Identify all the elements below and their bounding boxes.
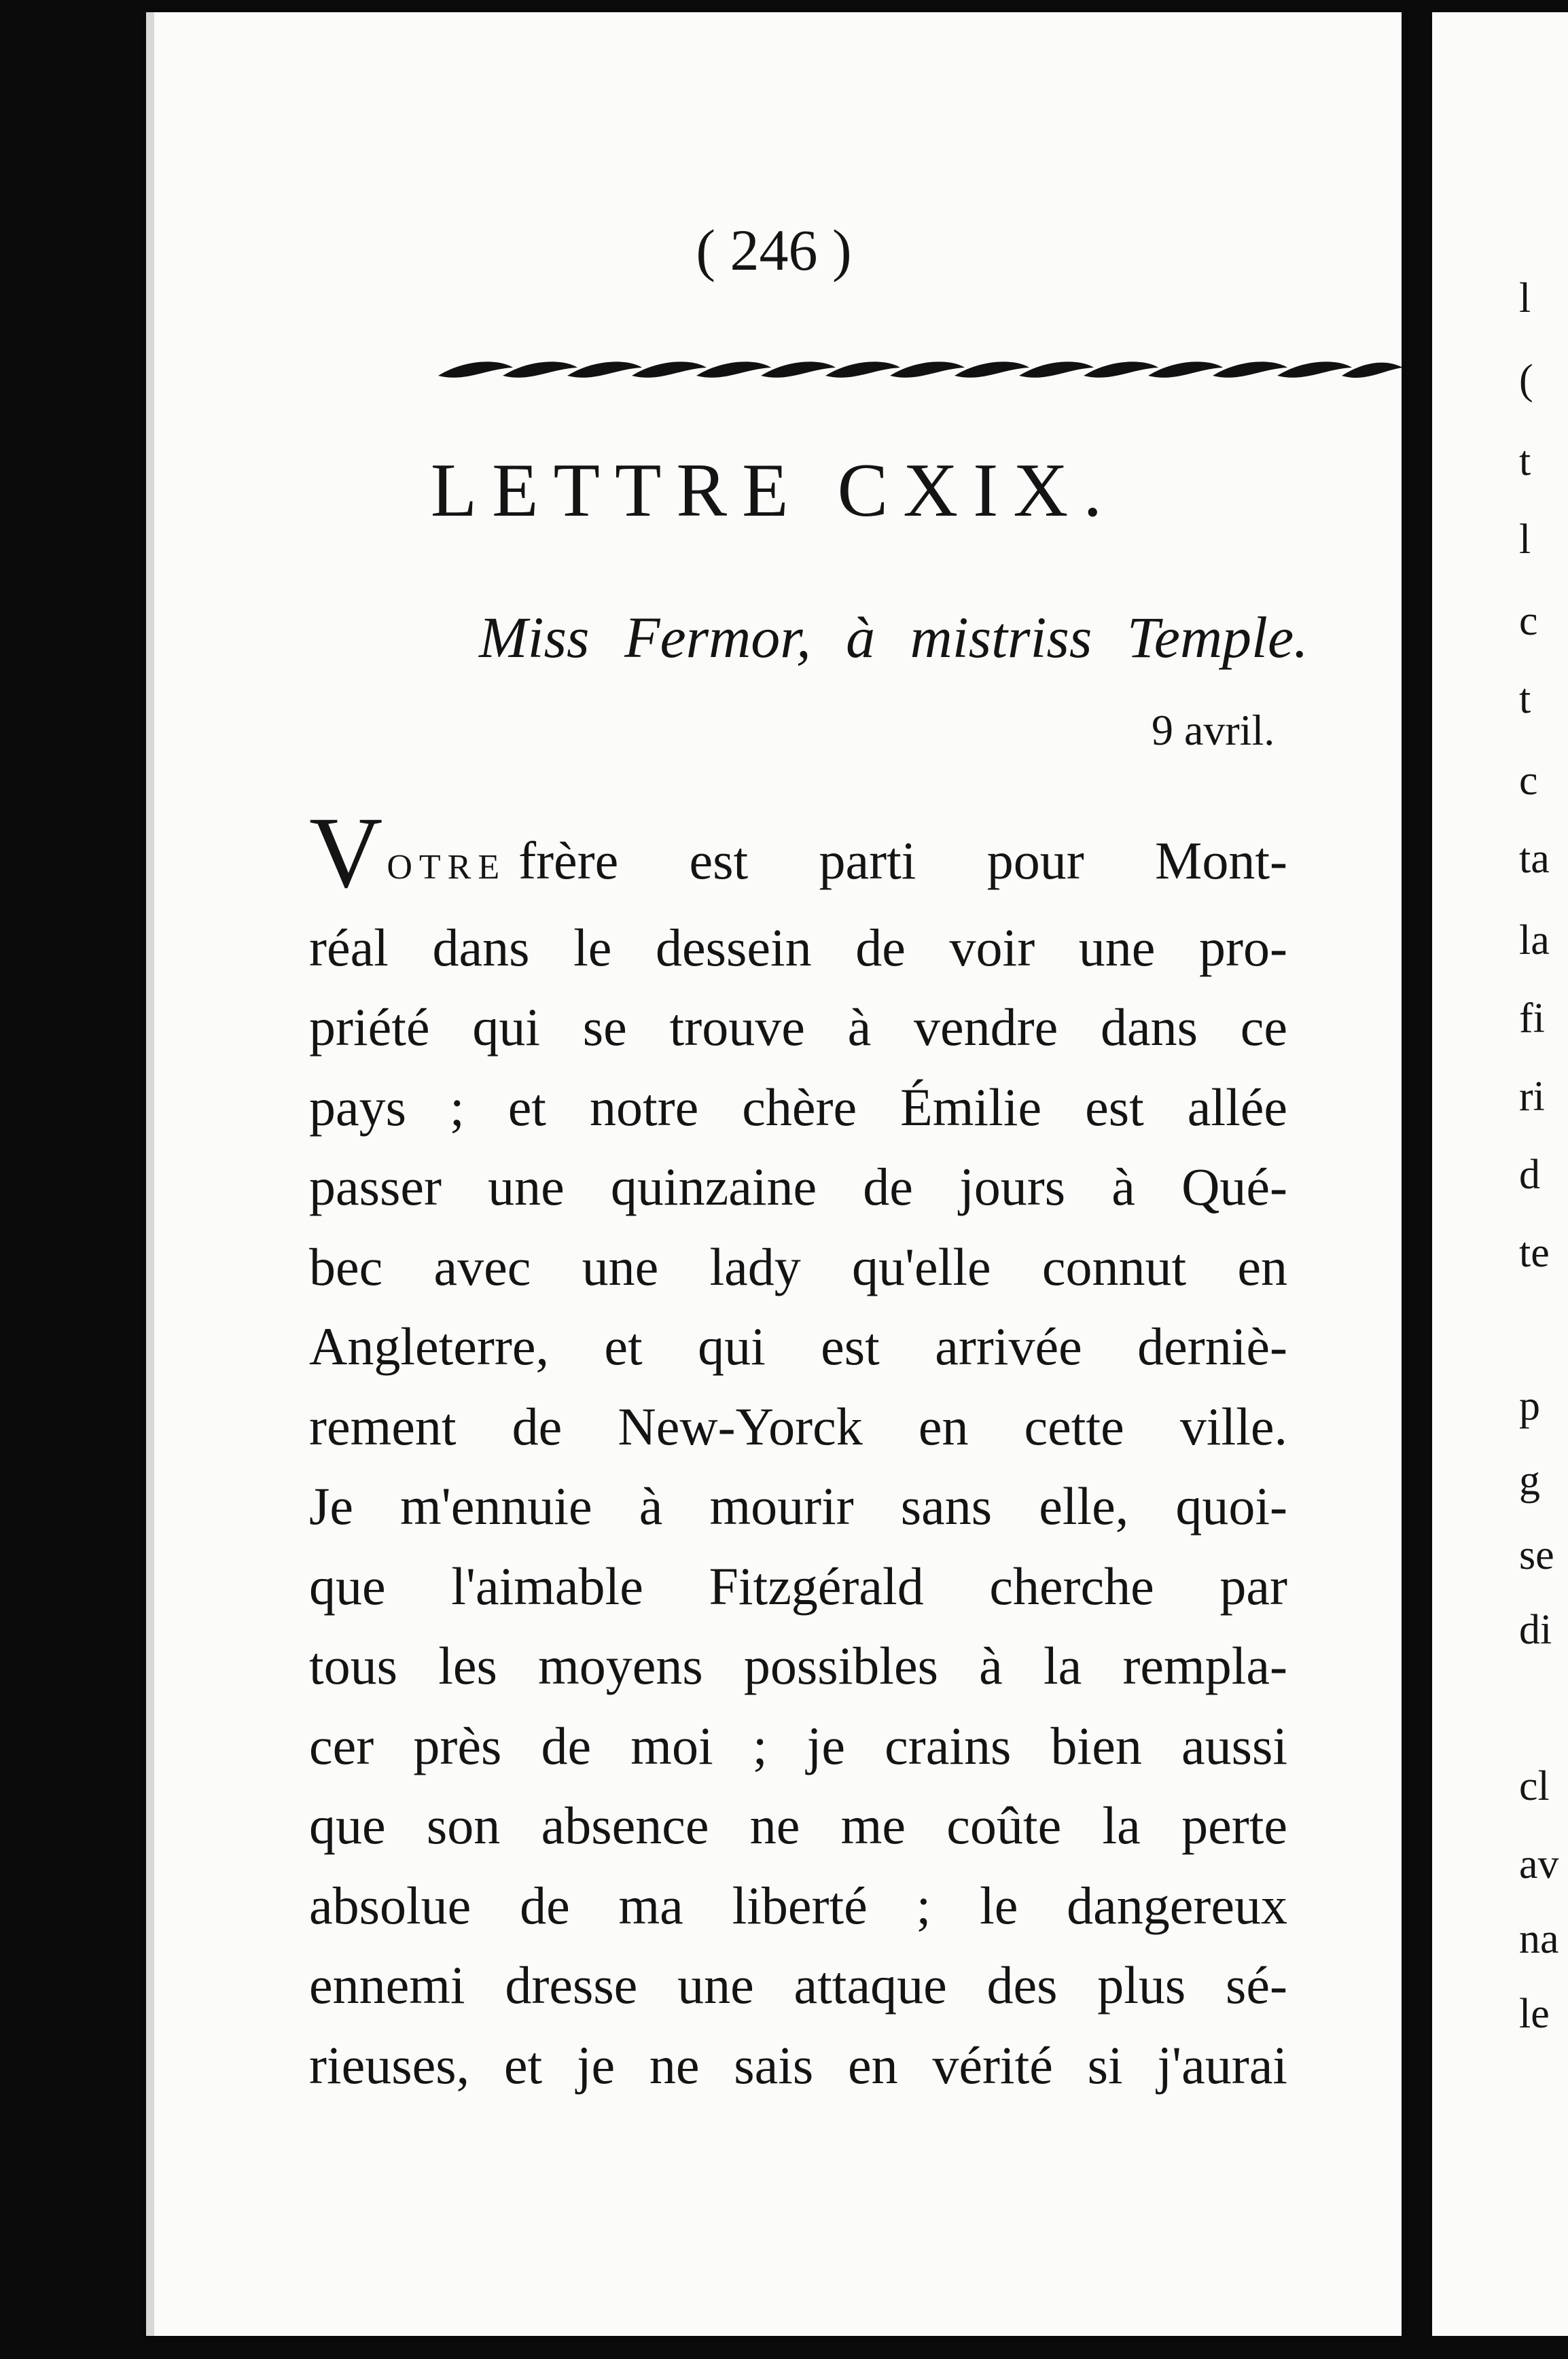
body-line: que l'aimable Fitzgérald cherche par	[309, 1556, 1287, 1616]
facing-page-fragment: av	[1519, 1841, 1559, 1887]
body-line: bec avec une lady qu'elle connut en	[309, 1237, 1287, 1296]
letter-body	[309, 796, 1287, 2105]
body-line: Je m'ennuie à mourir sans elle, quoi-	[309, 1476, 1287, 1536]
letter-title: LETTRE CXIX.	[430, 448, 1118, 533]
body-line: rement de New-Yorck en cette ville.	[309, 1396, 1287, 1456]
body-line: priété qui se trouve à vendre dans ce	[309, 997, 1287, 1057]
body-line: pays ; et notre chère Émilie est allée	[309, 1077, 1287, 1137]
small-caps-word: OTRE	[387, 848, 507, 887]
facing-page-fragment: se	[1519, 1532, 1554, 1578]
body-line: absolue de ma liberté ; le dangereux	[309, 1875, 1287, 1935]
letter-date: 9 avril.	[1152, 706, 1275, 754]
body-line: passer une quinzaine de jours à Qué-	[309, 1157, 1287, 1216]
facing-page-fragment: te	[1519, 1230, 1550, 1276]
body-line: tous les moyens possibles à la rempla-	[309, 1636, 1287, 1695]
facing-page-fragment: c	[1519, 758, 1538, 804]
body-line: cer près de moi ; je crains bien aussi	[309, 1716, 1287, 1775]
body-line: VOTRE frère est parti pour Mont-	[309, 796, 1287, 909]
body-line: ennemi dresse une attaque des plus sé-	[309, 1955, 1287, 2015]
facing-page-fragment: l	[1519, 516, 1531, 563]
facing-page-fragment: t	[1519, 438, 1531, 484]
facing-page-fragment: na	[1519, 1916, 1559, 1962]
facing-page-fragment: g	[1519, 1457, 1540, 1504]
letter-salutation: Miss Fermor, à mistriss Temple.	[479, 605, 1308, 670]
page-number: ( 246 )	[696, 217, 852, 283]
facing-page-fragment: di	[1519, 1607, 1552, 1653]
body-line: réal dans le dessein de voir une pro-	[309, 917, 1287, 977]
ornamental-divider	[438, 355, 1403, 387]
facing-page-fragment: le	[1519, 1991, 1550, 2037]
body-line: Angleterre, et qui est arrivée derniè-	[309, 1317, 1287, 1376]
drop-cap: V	[309, 796, 383, 909]
facing-page-fragment: la	[1519, 917, 1550, 963]
facing-page-fragment: d	[1519, 1152, 1540, 1198]
body-line: rieuses, et je ne sais en vérité si j'aurai	[309, 2035, 1287, 2095]
facing-page-fragment: cl	[1519, 1763, 1550, 1809]
facing-page-fragment: l	[1519, 275, 1531, 321]
facing-page-fragment: fi	[1519, 995, 1545, 1042]
facing-page-fragment: p	[1519, 1383, 1540, 1429]
page-gutter	[146, 12, 154, 2336]
facing-page-edge	[1432, 12, 1568, 2336]
facing-page-fragment: ta	[1519, 836, 1550, 882]
body-line: que son absence ne me coûte la perte	[309, 1796, 1287, 1855]
facing-page-fragment: t	[1519, 676, 1531, 722]
facing-page-fragment: (	[1519, 357, 1533, 403]
facing-page-fragment: ri	[1519, 1074, 1545, 1120]
facing-page-fragment: c	[1519, 598, 1538, 644]
